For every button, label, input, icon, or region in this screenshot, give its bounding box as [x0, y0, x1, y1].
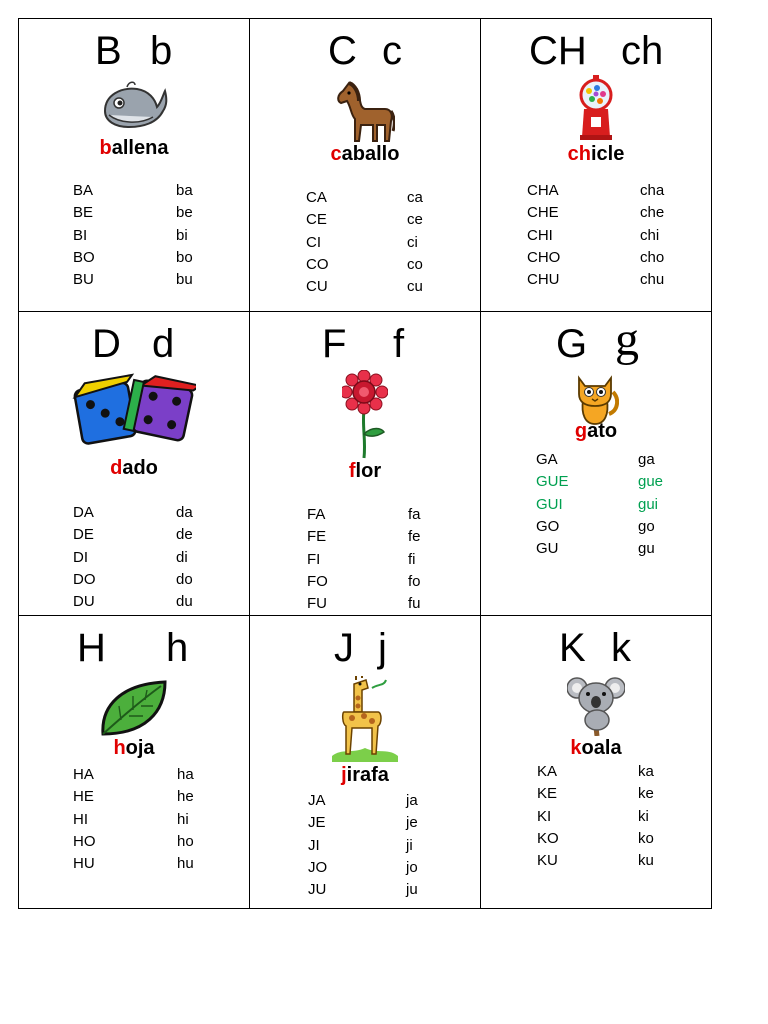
lower-letter: d [152, 322, 175, 366]
card-d [19, 312, 250, 616]
horse-icon [335, 79, 395, 145]
upper-letter: B [95, 29, 122, 73]
cat-icon [573, 370, 619, 426]
example-word: hoja [113, 737, 155, 759]
lower-letter: h [166, 626, 189, 670]
syllables-upper: HA HE HI HO HU [73, 766, 96, 873]
card-h [19, 616, 250, 908]
syllables-upper: GA GUE GUI GO GU [536, 451, 569, 558]
syllables-lower: ka ke ki ko ku [638, 763, 654, 870]
example-word: jirafa [341, 764, 389, 786]
example-word: dado [110, 457, 158, 479]
syllables-lower: cha che chi cho chu [640, 182, 665, 289]
syllables-lower: ja je ji jo ju [406, 792, 418, 899]
lower-letter: k [611, 626, 631, 670]
card-c [250, 19, 481, 312]
syllables-upper: KA KE KI KO KU [537, 763, 559, 870]
example-word: chicle [567, 143, 625, 165]
example-word: ballena [99, 137, 169, 159]
upper-letter: F [322, 322, 347, 366]
upper-letter: K [559, 626, 586, 670]
lower-letter: f [393, 322, 405, 366]
lower-letter: j [378, 626, 387, 670]
syllables-upper: CA CE CI CO CU [306, 189, 329, 296]
example-word: koala [570, 737, 622, 759]
syllables-lower: da de di do du [176, 504, 193, 611]
lower-letter: g [615, 313, 639, 366]
example-word: caballo [330, 143, 400, 165]
card-ch [481, 19, 711, 312]
leaf-icon [99, 678, 169, 738]
koala-icon [567, 674, 625, 736]
example-word: gato [574, 420, 618, 442]
syllables-upper: BA BE BI BO BU [73, 182, 95, 289]
syllables-upper: JA JE JI JO JU [308, 792, 328, 899]
whale-icon [99, 81, 169, 131]
lower-letter: ch [621, 29, 664, 73]
dice-icon [72, 372, 196, 448]
syllables-lower: ca ce ci co cu [407, 189, 423, 296]
syllables-upper: CHA CHE CHI CHO CHU [527, 182, 561, 289]
upper-letter: D [92, 322, 121, 366]
upper-letter: J [334, 626, 354, 670]
card-f [250, 312, 481, 616]
card-b [19, 19, 250, 312]
syllables-upper: DA DE DI DO DU [73, 504, 96, 611]
card-j [250, 616, 481, 908]
example-word: flor [348, 460, 382, 482]
syllables-upper: FA FE FI FO FU [307, 506, 328, 613]
flower-icon [342, 370, 388, 460]
lower-letter: b [150, 29, 173, 73]
syllables-lower: ha he hi ho hu [177, 766, 194, 873]
syllables-lower: ga gue gui go gu [638, 451, 664, 558]
upper-letter: C [328, 29, 357, 73]
card-g [481, 312, 711, 616]
syllables-lower: ba be bi bo bu [176, 182, 193, 289]
card-k [481, 616, 711, 908]
alphabet-card-grid [18, 18, 712, 909]
syllables-lower: fa fe fi fo fu [408, 506, 421, 613]
upper-letter: CH [529, 29, 587, 73]
gumball-machine-icon [576, 75, 616, 141]
lower-letter: c [382, 29, 402, 73]
upper-letter: H [77, 626, 106, 670]
giraffe-icon [332, 676, 398, 762]
upper-letter: G [556, 322, 588, 366]
